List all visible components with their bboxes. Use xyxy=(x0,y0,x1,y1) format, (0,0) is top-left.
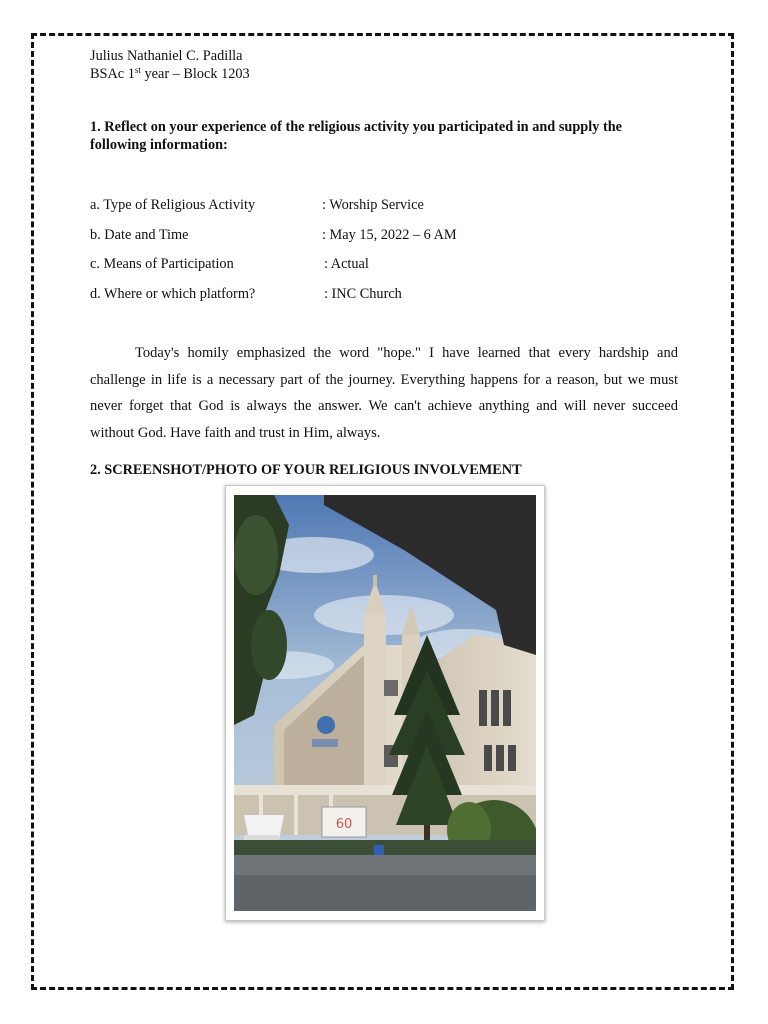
info-label-datetime: b. Date and Time xyxy=(90,227,189,243)
info-label-platform: d. Where or which platform? xyxy=(90,286,256,302)
info-value-means: : Actual xyxy=(324,256,369,272)
info-value-platform: : INC Church xyxy=(324,286,402,302)
question1-title-cont: following information: xyxy=(90,137,228,153)
reflection-paragraph: Today's homily emphasized the word "hope." I have learned that every hardship and challenge in life is a necessary part of the journey. Everything happens for a reason, but we must never forget that God is always the answer. We can't achieve anything and will never succeed without God. Have faith and trust in Him, always. xyxy=(90,345,678,441)
banner-text: 60 xyxy=(335,817,353,832)
question1-title: 1. Reflect on your experience of the religious activity you participated in and supply the xyxy=(90,119,623,135)
student-course: BSAc 1st year – Block 1203 xyxy=(90,65,250,82)
church-photo-image xyxy=(234,495,536,911)
info-label-activity: a. Type of Religious Activity xyxy=(90,197,256,213)
church-photo xyxy=(225,485,545,921)
question2-title: 2. SCREENSHOT/PHOTO OF YOUR RELIGIOUS INVOLVEMENT xyxy=(90,462,522,478)
info-value-activity: : Worship Service xyxy=(322,197,424,213)
info-value-datetime: : May 15, 2022 – 6 AM xyxy=(322,227,457,243)
info-label-means: c. Means of Participation xyxy=(90,256,234,272)
student-name: Julius Nathaniel C. Padilla xyxy=(90,48,243,64)
